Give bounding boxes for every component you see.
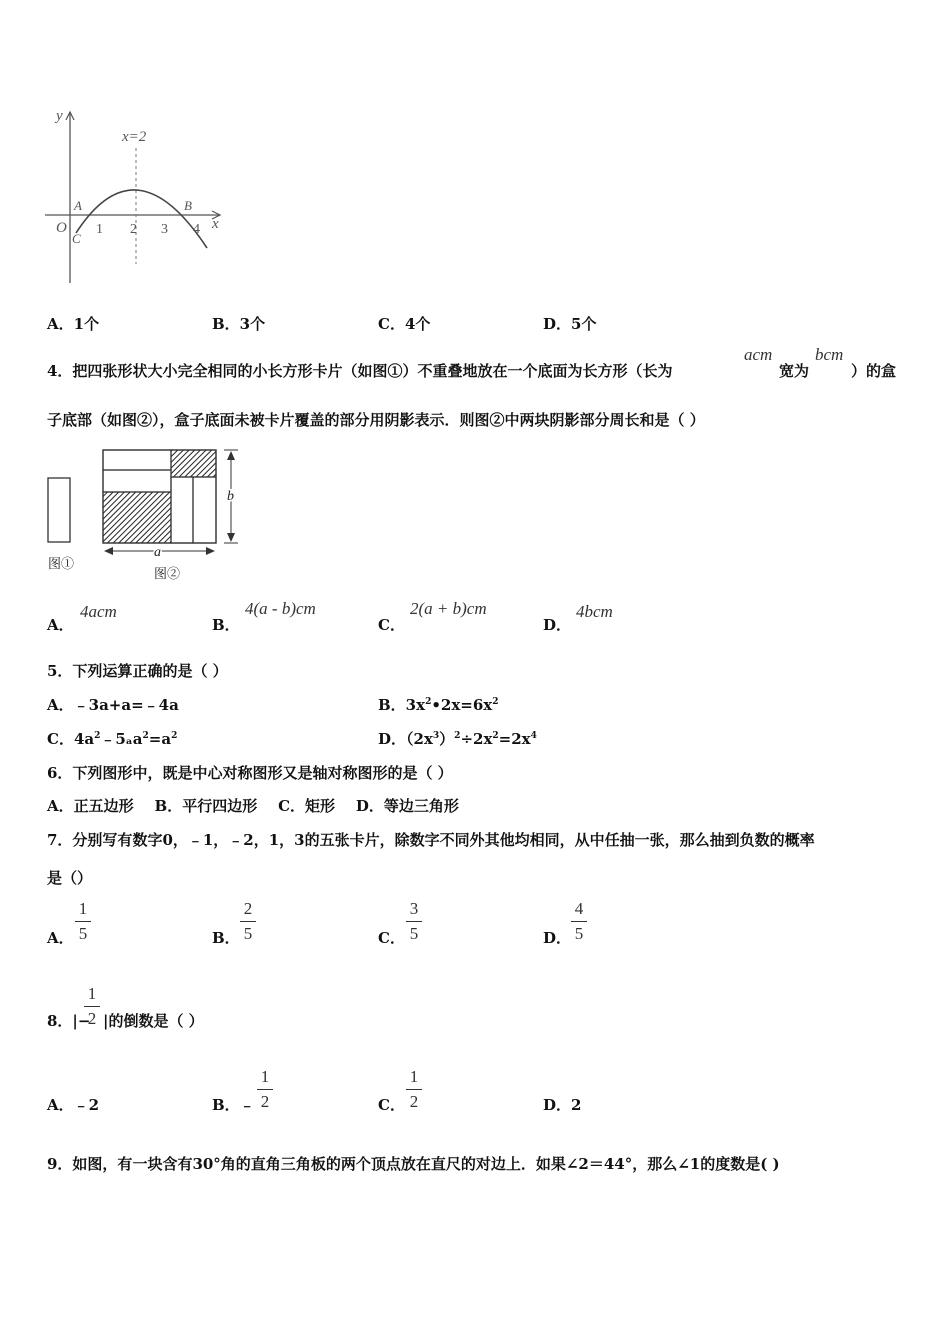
q4-option-b[interactable]: B． [212,616,240,634]
point-b-label: B [184,198,192,213]
q3-option-c[interactable]: C．4个 [378,315,431,333]
q7-option-b-fraction: 2 5 [238,900,258,943]
y-axis-label: y [56,108,63,124]
fig1-card [48,478,70,542]
q4-stem-line2: 子底部（如图②），盒子底面未被卡片覆盖的部分用阴影表示．则图②中两块阴影部分周长和是（ ） [47,411,705,429]
q8-option-a[interactable]: A．﹣2 [47,1096,100,1114]
q5-option-d[interactable]: D．$(2x^3)^2\div 2x^2=2x^4$ [378,730,537,748]
q4-stem-part1: 4．把四张形状大小完全相同的小长方形卡片（如图①）不重叠地放在一个底面为长方形（长为 [47,362,673,380]
q3-option-a[interactable]: A．1个 [47,315,100,333]
q3-option-b[interactable]: B．3个 [212,315,266,333]
fig2-card-top2 [103,470,171,492]
q8-option-b-fraction: 1 2 [255,1068,275,1111]
tick-2: 2 [130,222,137,237]
q5-option-b[interactable]: B．$3x^2•2x=6x^2$ [378,696,499,714]
q7-option-d[interactable]: D． [543,929,572,947]
symmetry-label: x=2 [122,129,147,145]
tick-4: 4 [193,222,200,237]
x-axis-label: x [212,216,219,232]
fig2-card-right1 [171,477,193,543]
parabola-graph [40,100,240,290]
q4-bcm: bcm [815,345,844,364]
q7-option-c-fraction: 3 5 [404,900,424,943]
q7-option-b[interactable]: B． [212,929,240,947]
point-c-label: C [72,231,81,246]
fig2-card-right2 [193,477,216,543]
q4-option-c-expr: 2(a + b)cm [410,599,487,618]
q7-option-c[interactable]: C． [378,929,405,947]
q6-stem: 6．下列图形中，既是中心对称图形又是轴对称图形的是（ ） [47,764,453,782]
point-a-label: A [74,198,82,213]
origin-label: O [56,220,67,236]
q4-option-b-expr: 4(a - b)cm [245,599,316,618]
q4-option-d-expr: 4bcm [576,602,613,621]
q4-acm: acm [744,345,773,364]
q4-option-d[interactable]: D． [543,616,572,634]
q8-option-b[interactable]: B．﹣ [212,1096,255,1114]
q8-option-d[interactable]: D．2 [543,1096,582,1114]
q8-option-c-fraction: 1 2 [404,1068,424,1111]
q4-option-a-expr: 4acm [80,602,117,621]
q7-option-d-fraction: 4 5 [569,900,589,943]
q4-stem-part2: ）的盒 [851,362,897,380]
q5-stem: 5．下列运算正确的是（ ） [47,662,228,680]
q7-option-a[interactable]: A． [47,929,74,947]
dim-b-label: b [227,489,234,504]
q3-option-d[interactable]: D．5个 [543,315,597,333]
q4-stem-mid: 宽为 [779,362,810,380]
fig2-card-top1 [103,450,171,470]
q5-option-a[interactable]: A．﹣3a+a=﹣4a [47,696,179,714]
q7-stem-line1: 7．分别写有数字0，﹣1，﹣2，1，3的五张卡片，除数字不同外其他均相同，从中任抽一张，那么抽到负数的概率 [47,831,815,849]
q8-option-c[interactable]: C． [378,1096,405,1114]
q7-stem-line2: 是（） [47,869,93,887]
q8-fraction: 1 2 [82,985,102,1028]
q8-suffix: |的倒数是（ ） [103,1012,204,1030]
fig2-shade-bottom-left [103,492,171,543]
tick-1: 1 [96,222,103,237]
q4-option-a[interactable]: A． [47,616,74,634]
q5-option-c[interactable]: C．$4a^2﹣5_aa^2=a^2$ [47,730,178,748]
fig2-shade-top-right [171,450,216,477]
q4-option-c[interactable]: C． [378,616,405,634]
q9-stem: 9．如图，有一块含有30°角的直角三角板的两个顶点放在直尺的对边上．如果∠2＝44°，那么∠1的度数是( ) [47,1155,780,1173]
q8-prefix: 8．|− [47,1012,91,1030]
dim-a-label: a [154,545,161,560]
fig2-caption: 图② [154,566,181,581]
fig1-caption: 图① [48,556,75,571]
q4-figures [40,440,260,585]
tick-3: 3 [161,222,168,237]
q7-option-a-fraction: 1 5 [73,900,93,943]
q6-options[interactable]: A．正五边形 B．平行四边形 C．矩形 D．等边三角形 [47,797,459,815]
